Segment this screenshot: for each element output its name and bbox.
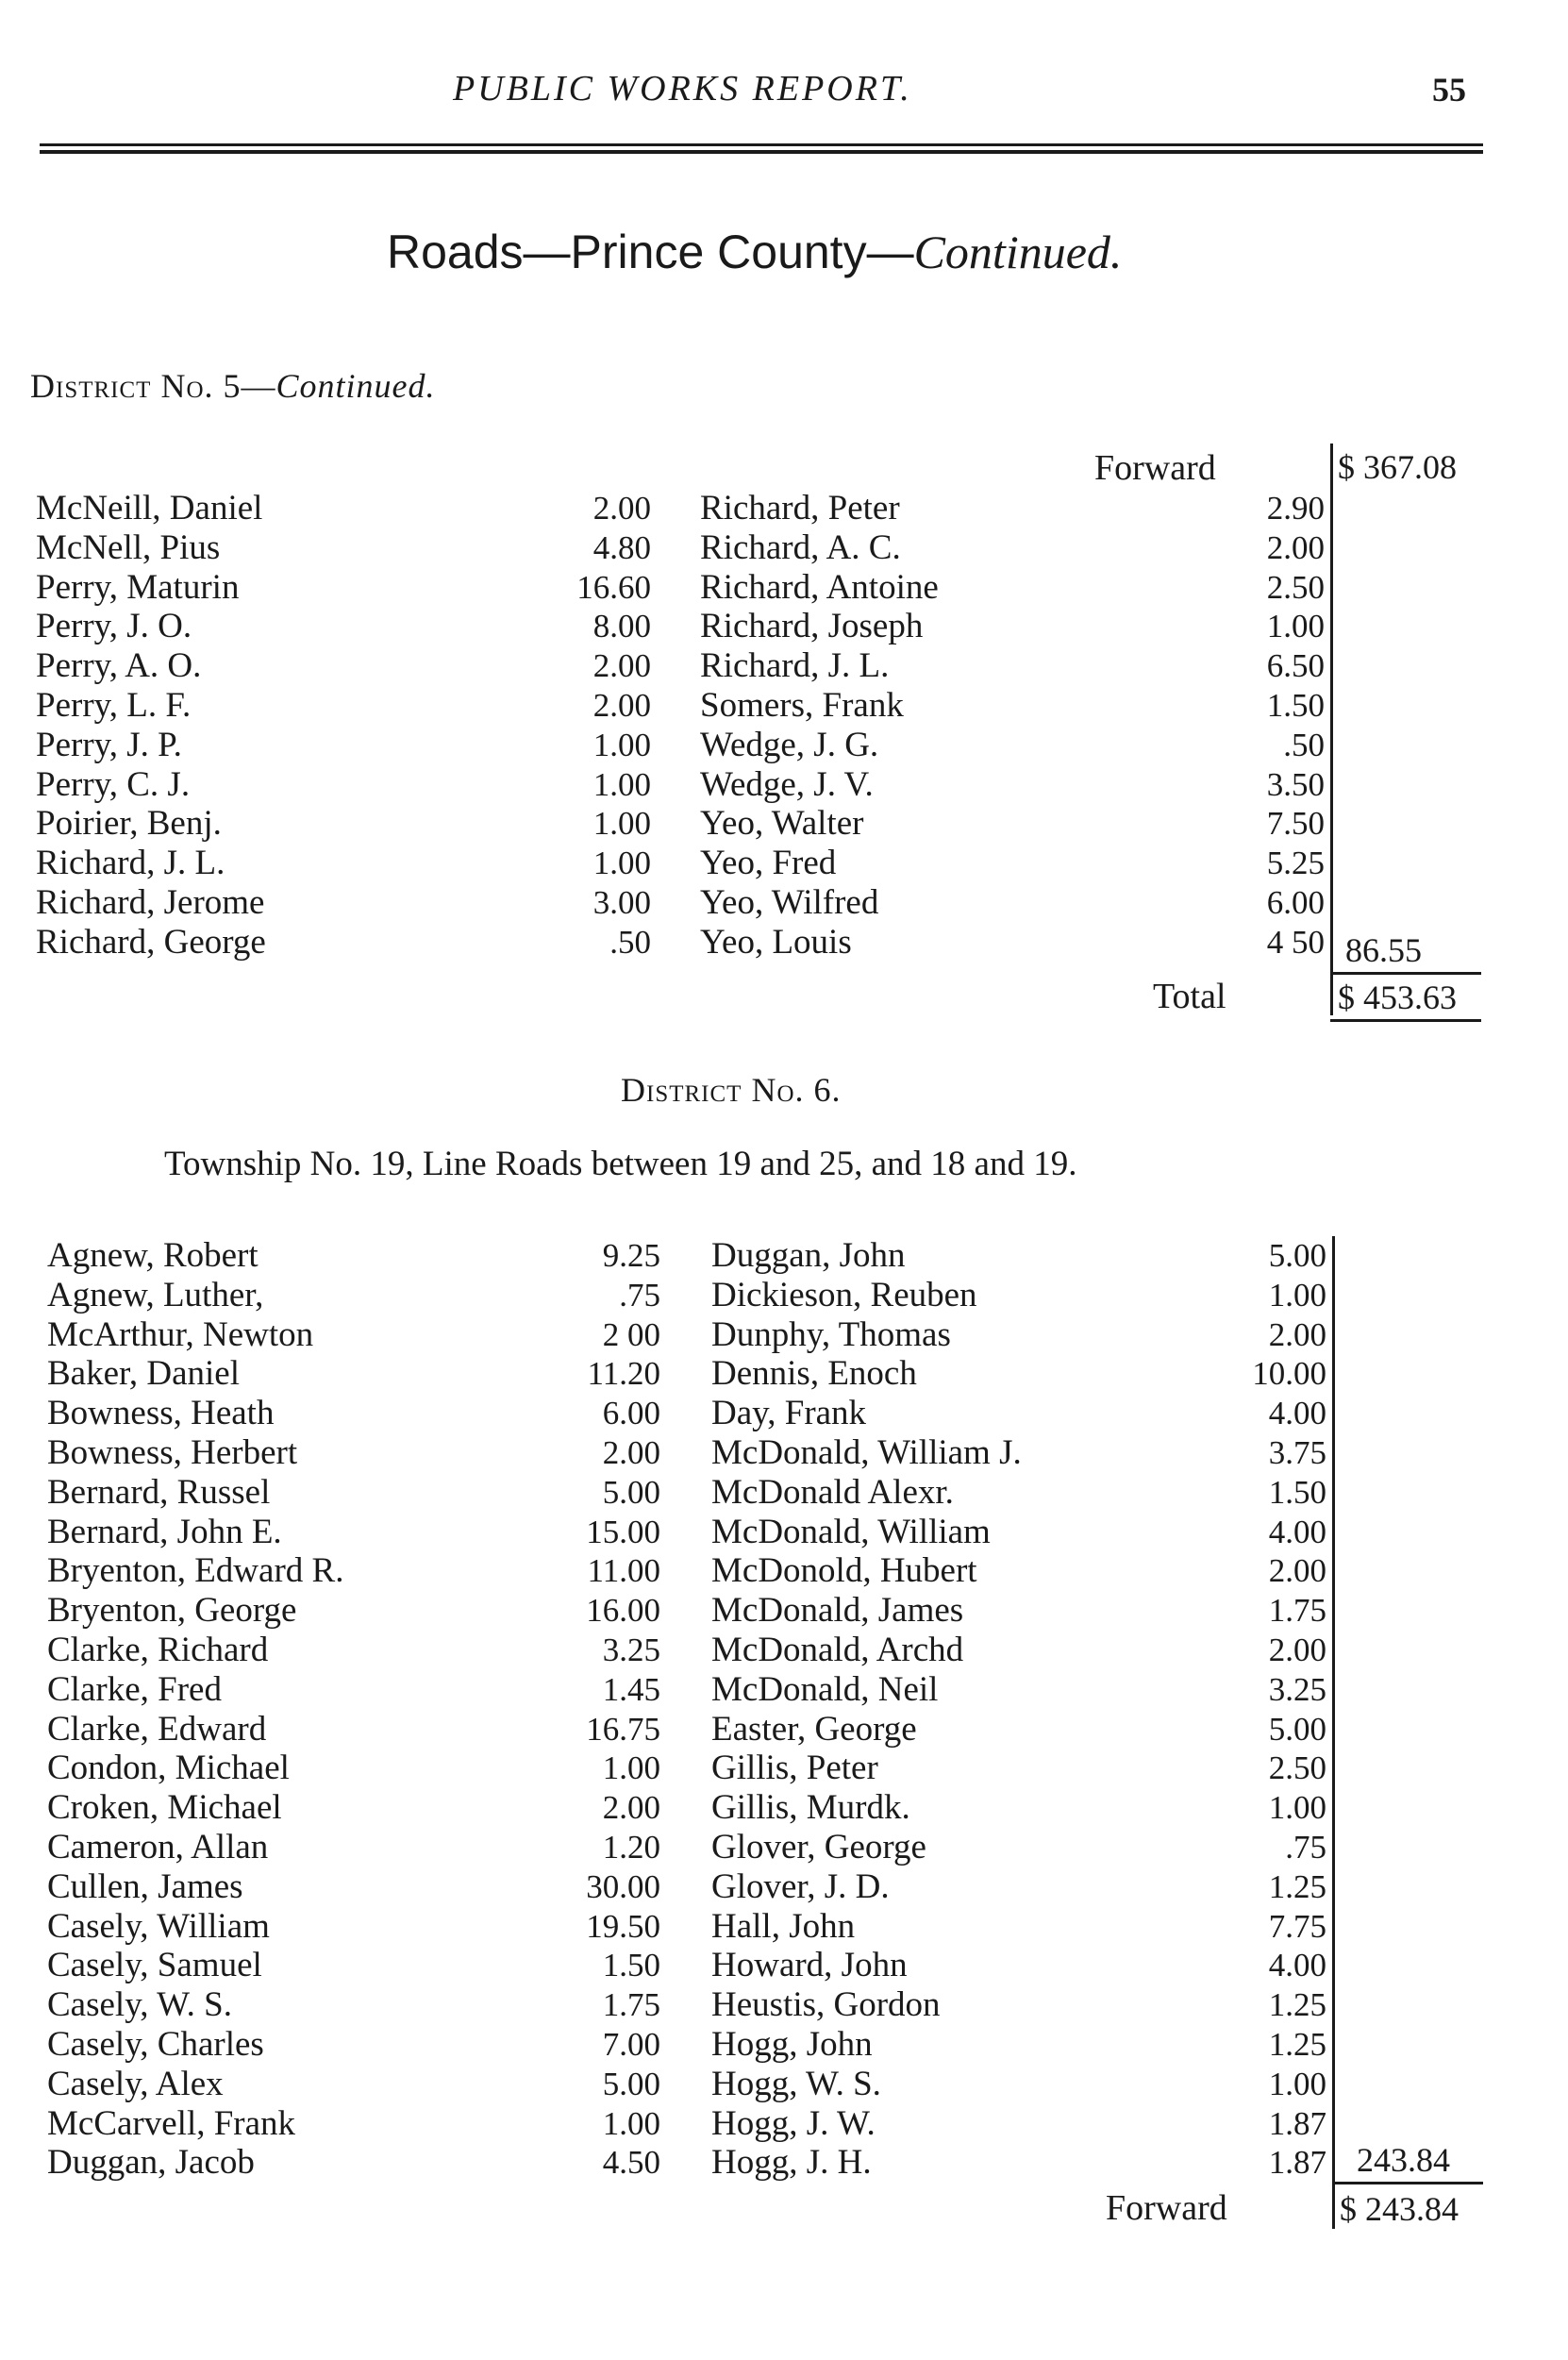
district-5-right-entry-amount: 3.50	[1266, 765, 1325, 803]
district-6-right-entry-name: Hogg, John	[711, 2025, 873, 2064]
district-6-left-entry-amount: 5.00	[602, 1473, 660, 1511]
district-5-left-entry-amount: 2.00	[592, 490, 651, 527]
district-5-right-entry-name: Yeo, Walter	[700, 804, 864, 844]
district-6-left-entry-name: Bowness, Herbert	[47, 1433, 298, 1472]
heading-continued: Continued.	[913, 226, 1123, 278]
district-6-left-entry-amount: 15.00	[586, 1513, 660, 1550]
district-6-right-entry-amount: 1.25	[1268, 1986, 1326, 2024]
district-5-left-entry-amount: 2.00	[592, 647, 651, 685]
header-rule-bottom	[40, 150, 1483, 154]
district-6-left-entry-amount: 16.00	[586, 1592, 660, 1630]
district-5-left-entry-amount: 1.00	[592, 805, 651, 843]
district-5-column-rule	[1330, 444, 1333, 1015]
district-6-right-entry-amount: 5.00	[1268, 1237, 1326, 1274]
district-6-left-entry-name: Bryenton, Edward R.	[47, 1551, 344, 1591]
district-6-right-entry-name: Dennis, Enoch	[711, 1354, 917, 1394]
district-5-right-entry-amount: 4 50	[1266, 923, 1325, 961]
district-6-right-entry-name: Glover, J. D.	[711, 1866, 890, 1906]
district-5-total-amount: $ 453.63	[1338, 979, 1457, 1016]
district-6-left-entry-amount: 2 00	[602, 1315, 660, 1353]
district-5-right-entry-name: Wedge, J. G.	[700, 725, 879, 764]
district-6-right-entry-amount: 1.87	[1268, 2104, 1326, 2142]
district-6-right-entry-amount: 1.75	[1268, 1592, 1326, 1630]
district-6-left-entry-amount: 19.50	[586, 1907, 660, 1945]
district-5-right-entry-amount: 6.50	[1266, 647, 1325, 685]
district-6-left-entry-name: Clarke, Richard	[47, 1631, 269, 1669]
district-6-left-entry-name: Casely, Alex	[47, 2064, 224, 2103]
district-6-left-entry-name: Casely, W. S.	[47, 1985, 232, 2025]
district-5-left-entry-amount: 8.00	[592, 608, 651, 645]
district-6-left-entry-name: Casely, Samuel	[47, 1946, 262, 1985]
district-6-right-entry-name: Easter, George	[711, 1709, 917, 1749]
district-6-left-entry-amount: .75	[619, 1276, 660, 1314]
district-6-right-entry-name: Hall, John	[711, 1906, 856, 1946]
district-6-left-entry-amount: 1.45	[602, 1670, 660, 1708]
district-5-right-entry-amount: 2.50	[1266, 568, 1325, 606]
district-6-left-entry-amount: 2.00	[602, 1789, 660, 1827]
district-6-left-entry-name: McCarvell, Frank	[47, 2103, 296, 2143]
district-6-right-entry-name: Hogg, W. S.	[711, 2064, 881, 2103]
district-5-total-rule	[1330, 1019, 1481, 1022]
page-number: 55	[1432, 71, 1466, 109]
district-6-right-entry-amount: 1.00	[1268, 1276, 1326, 1314]
page-heading	[387, 225, 1122, 279]
district-5-left-entry-name: McNell, Pius	[36, 527, 221, 567]
district-6-right-entry-amount: 10.00	[1252, 1355, 1326, 1393]
district-6-left-entry-name: Clarke, Edward	[47, 1709, 267, 1749]
district-6-right-entry-name: McDonald, Neil	[711, 1669, 939, 1709]
district-5-right-entry-name: Wedge, J. V.	[700, 764, 874, 804]
district-5-left-entry-name: McNeill, Daniel	[36, 489, 263, 527]
district-6-left-entry-amount: 4.50	[602, 2144, 660, 2182]
district-5-left-entry-name: Richard, Jerome	[36, 883, 265, 922]
district-6-left-entry-amount: 1.20	[602, 1829, 660, 1866]
district-6-right-entry-amount: 2.50	[1268, 1749, 1326, 1787]
district-6-subtotal: 243.84	[1357, 2141, 1450, 2179]
district-5-left-entry-name: Perry, L. F.	[36, 686, 192, 725]
district-6-right-entry-name: McDonald, James	[711, 1591, 964, 1631]
district-5-right-entry-name: Richard, Peter	[700, 489, 900, 527]
district-5-right-entry-name: Yeo, Louis	[700, 922, 852, 962]
district-5-left-entry-name: Poirier, Benj.	[36, 804, 222, 844]
district-6-right-entry-amount: 2.00	[1268, 1552, 1326, 1590]
district-5-right-entry-name: Richard, Joseph	[700, 607, 924, 646]
district-6-subtotal-rule	[1332, 2182, 1483, 2184]
district-5-left-entry-name: Perry, C. J.	[36, 764, 191, 804]
district-5-left-entry-amount: 3.00	[592, 884, 651, 921]
district-5-left-entry-amount: 1.00	[592, 765, 651, 803]
district-6-left-entry-name: Condon, Michael	[47, 1749, 290, 1788]
district-5-right-entry-amount: 1.50	[1266, 687, 1325, 724]
district-5-left-entry-amount: 4.80	[592, 528, 651, 566]
district-6-right-entry-name: Gillis, Peter	[711, 1749, 878, 1788]
district-6-left-entry-name: Agnew, Luther,	[47, 1275, 264, 1314]
district-5-right-entry-amount: 1.00	[1266, 608, 1325, 645]
district-6-right-entry-name: McDonald, William J.	[711, 1433, 1022, 1472]
district-5-left-entry-amount: 2.00	[592, 687, 651, 724]
district-6-left-entry-amount: 3.25	[602, 1632, 660, 1668]
district-6-right-entry-name: Howard, John	[711, 1946, 908, 1985]
district-6-right-entry-name: Hogg, J. W.	[711, 2103, 876, 2143]
district-6-left-entry-name: Baker, Daniel	[47, 1354, 240, 1394]
district-6-right-entry-name: Hogg, J. H.	[711, 2143, 872, 2183]
district-5-subtotal-rule	[1330, 972, 1481, 975]
district-5-left-entry-name: Perry, A. O.	[36, 646, 202, 686]
heading-text: Roads—Prince County—	[387, 226, 914, 278]
district-6-left-entry-name: Casely, Charles	[47, 2025, 264, 2064]
district-6-right-entry-amount: 3.75	[1268, 1434, 1326, 1471]
header-rule-top	[40, 143, 1483, 146]
district-5-subtotal: 86.55	[1345, 931, 1422, 969]
district-5-forward-amount: $ 367.08	[1338, 448, 1457, 486]
district-5-left-entry-amount: 1.00	[592, 726, 651, 763]
district-6-left-entry-amount: 2.00	[602, 1434, 660, 1471]
district-5-left-entry-amount: .50	[609, 923, 651, 961]
district-6-township: Township No. 19, Line Roads between 19 and 25, and 18 and 19.	[164, 1145, 1077, 1183]
district-6-left-entry-name: Duggan, Jacob	[47, 2143, 255, 2183]
district-6-right-entry-amount: 7.75	[1268, 1907, 1326, 1945]
district-5-continued: Continued.	[275, 367, 436, 405]
district-6-right-entry-amount: .75	[1285, 1829, 1326, 1866]
district-6-left-entry-amount: 16.75	[586, 1710, 660, 1748]
district-6-left-entry-amount: 7.00	[602, 2026, 660, 2063]
district-6-left-entry-amount: 1.75	[602, 1986, 660, 2024]
district-6-left-entry-amount: 30.00	[586, 1867, 660, 1905]
district-6-right-entry-name: Dunphy, Thomas	[711, 1314, 951, 1354]
district-6-right-entry-name: McDonald Alexr.	[711, 1472, 954, 1512]
district-5-left-entry-name: Perry, Maturin	[36, 567, 240, 607]
district-6-right-entry-amount: 1.87	[1268, 2144, 1326, 2182]
district-6-right-entry-amount: 2.00	[1268, 1632, 1326, 1668]
district-6-left-entry-amount: 1.00	[602, 1749, 660, 1787]
district-5-right-entry-name: Richard, J. L.	[700, 646, 890, 686]
district-5-right-entry-amount: 7.50	[1266, 805, 1325, 843]
district-6-right-entry-amount: 1.25	[1268, 1867, 1326, 1905]
district-5-right-entry-name: Yeo, Wilfred	[700, 883, 879, 922]
district-6-forward-label: Forward	[1106, 2188, 1227, 2228]
running-title: PUBLIC WORKS REPORT.	[453, 69, 912, 109]
district-6-left-entry-name: Bernard, John E.	[47, 1512, 282, 1551]
district-6-right-entry-name: McDonald, William	[711, 1512, 991, 1551]
district-6-left-entry-name: Cameron, Allan	[47, 1828, 269, 1866]
district-6-right-entry-name: Day, Frank	[711, 1394, 867, 1433]
district-6-right-entry-amount: 4.00	[1268, 1947, 1326, 1984]
district-5-label: District No. 5—	[30, 367, 276, 405]
district-5-total-label: Total	[1153, 977, 1226, 1016]
district-5-forward-label: Forward	[1094, 448, 1216, 488]
district-5-right-entry-amount: 5.25	[1266, 845, 1325, 882]
district-6-right-entry-name: Heustis, Gordon	[711, 1985, 941, 2025]
district-6-right-entry-name: Duggan, John	[711, 1236, 906, 1275]
district-6-right-entry-amount: 1.00	[1268, 1789, 1326, 1827]
district-5-heading	[30, 366, 436, 406]
district-5-right-entry-name: Richard, Antoine	[700, 567, 939, 607]
district-5-left-entry-name: Perry, J. O.	[36, 607, 192, 646]
district-6-left-entry-name: Agnew, Robert	[47, 1236, 259, 1275]
district-5-left-entry-amount: 1.00	[592, 845, 651, 882]
district-5-right-entry-amount: 2.00	[1266, 528, 1325, 566]
district-6-column-rule	[1332, 1236, 1335, 2229]
district-6-right-entry-name: Gillis, Murdk.	[711, 1788, 910, 1828]
district-6-left-entry-amount: 1.00	[602, 2104, 660, 2142]
district-6-left-entry-name: Casely, William	[47, 1906, 270, 1946]
district-6-left-entry-amount: 11.20	[587, 1355, 660, 1393]
district-5-right-entry-amount: 2.90	[1266, 490, 1325, 527]
district-6-right-entry-name: Glover, George	[711, 1828, 926, 1866]
district-6-left-entry-name: Croken, Michael	[47, 1788, 282, 1828]
district-5-left-entry-name: Perry, J. P.	[36, 725, 182, 764]
district-5-right-entry-name: Somers, Frank	[700, 686, 904, 725]
district-6-left-entry-name: Clarke, Fred	[47, 1669, 222, 1709]
district-5-right-entry-amount: .50	[1283, 726, 1325, 763]
district-6-right-entry-name: Dickieson, Reuben	[711, 1275, 977, 1314]
district-6-left-entry-name: Bryenton, George	[47, 1591, 297, 1631]
district-6-left-entry-amount: 1.50	[602, 1947, 660, 1984]
district-6-left-entry-name: Bowness, Heath	[47, 1394, 275, 1433]
district-6-left-entry-name: Bernard, Russel	[47, 1472, 271, 1512]
district-6-right-entry-amount: 3.25	[1268, 1670, 1326, 1708]
district-5-right-entry-amount: 6.00	[1266, 884, 1325, 921]
district-5-right-entry-name: Richard, A. C.	[700, 527, 901, 567]
district-6-right-entry-amount: 4.00	[1268, 1395, 1326, 1432]
district-5-left-entry-amount: 16.60	[576, 568, 651, 606]
district-6-heading: District No. 6.	[621, 1071, 842, 1109]
district-6-left-entry-name: Cullen, James	[47, 1866, 243, 1906]
district-6-left-entry-name: McArthur, Newton	[47, 1314, 314, 1354]
district-6-right-entry-name: McDonold, Hubert	[711, 1551, 977, 1591]
district-5-left-entry-name: Richard, J. L.	[36, 844, 225, 883]
district-6-right-entry-name: McDonald, Archd	[711, 1631, 964, 1669]
district-5-left-entry-name: Richard, George	[36, 922, 266, 962]
district-6-left-entry-amount: 9.25	[602, 1237, 660, 1274]
district-6-right-entry-amount: 1.25	[1268, 2026, 1326, 2063]
district-6-left-entry-amount: 6.00	[602, 1395, 660, 1432]
district-6-right-entry-amount: 2.00	[1268, 1315, 1326, 1353]
district-5-right-entry-name: Yeo, Fred	[700, 844, 837, 883]
district-6-forward-amount: $ 243.84	[1340, 2190, 1459, 2228]
district-6-right-entry-amount: 4.00	[1268, 1513, 1326, 1550]
district-6-right-entry-amount: 1.00	[1268, 2065, 1326, 2102]
district-6-right-entry-amount: 5.00	[1268, 1710, 1326, 1748]
district-6-left-entry-amount: 5.00	[602, 2065, 660, 2102]
district-6-right-entry-amount: 1.50	[1268, 1473, 1326, 1511]
district-6-left-entry-amount: 11.00	[587, 1552, 660, 1590]
